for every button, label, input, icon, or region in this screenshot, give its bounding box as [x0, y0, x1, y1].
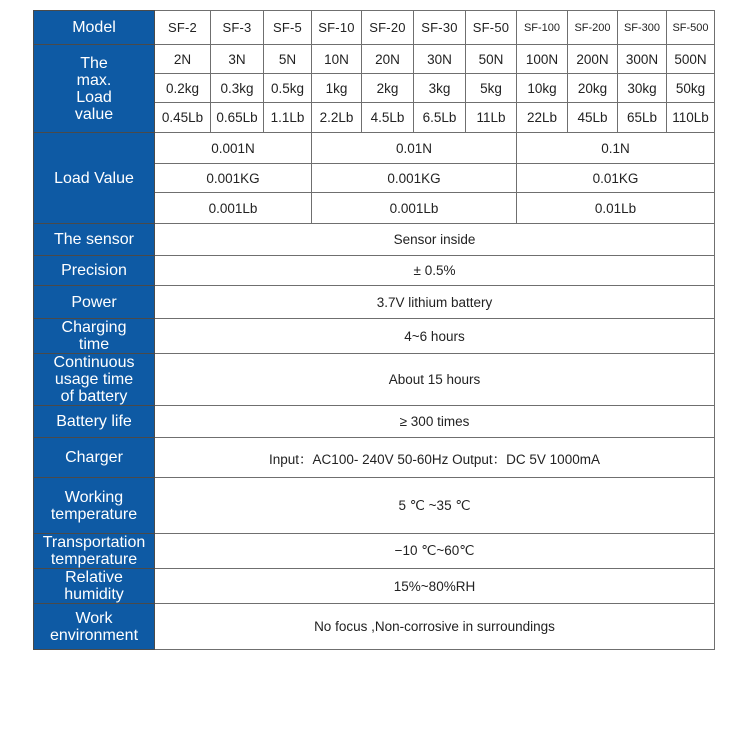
resolution-cell: 0.001Lb [155, 193, 312, 224]
max-load-cell: 6.5Lb [414, 103, 466, 133]
label-line: of battery [60, 388, 128, 405]
spec-row [34, 256, 715, 286]
resolution-cell: 0.001KG [312, 164, 517, 193]
spec-value: ≥ 300 times [155, 406, 715, 438]
max-load-cell: 5kg [466, 74, 517, 103]
model-name: SF-30 [414, 11, 466, 45]
spec-row [34, 319, 715, 354]
spec-value: Input：AC100- 240V 50-60Hz Output：DC 5V 1000mA [155, 438, 715, 478]
max-load-label [34, 45, 155, 133]
label-line: Load [76, 88, 112, 106]
resolution-cell: 0.01Lb [517, 193, 715, 224]
label-line: humidity [64, 586, 124, 603]
model-name: SF-2 [155, 11, 211, 45]
label-line: Charger [65, 449, 123, 466]
label-line: Battery life [56, 413, 132, 430]
spec-label [34, 478, 155, 534]
label-line: Power [71, 293, 117, 311]
resolution-cell: 0.001KG [155, 164, 312, 193]
max-load-cell: 1.1Lb [264, 103, 312, 133]
spec-value: 3.7V lithium battery [155, 286, 715, 319]
load-value-label: Load Value [34, 133, 155, 224]
resolution-cell: 0.01KG [517, 164, 715, 193]
spec-value: ± 0.5% [155, 256, 715, 286]
spec-value: 5 ℃ ~35 ℃ [155, 478, 715, 534]
max-load-cell: 3N [211, 45, 264, 74]
resolution-cell: 0.001Lb [312, 193, 517, 224]
model-name: SF-500 [667, 11, 715, 45]
spec-row [34, 224, 715, 256]
max-load-cell: 2kg [362, 74, 414, 103]
spec-value: About 15 hours [155, 354, 715, 406]
label-line: Working [64, 488, 124, 506]
spec-value: No focus ,Non-corrosive in surroundings [155, 604, 715, 650]
spec-row [34, 569, 715, 604]
max-load-cell: 11Lb [466, 103, 517, 133]
spec-label [34, 354, 155, 406]
max-load-cell: 10N [312, 45, 362, 74]
spec-table-body [34, 11, 715, 650]
spec-value: −10 ℃~60℃ [155, 534, 715, 569]
max-load-row [34, 45, 715, 74]
spec-label [34, 534, 155, 569]
label-line: temperature [50, 505, 138, 523]
max-load-cell: 45Lb [568, 103, 618, 133]
label-line: time [78, 336, 110, 353]
max-load-cell: 300N [618, 45, 667, 74]
max-load-cell: 0.45Lb [155, 103, 211, 133]
max-load-cell: 50N [466, 45, 517, 74]
max-load-cell: 30N [414, 45, 466, 74]
label-line: Continuous [53, 354, 135, 371]
max-load-cell: 0.3kg [211, 74, 264, 103]
spec-label [34, 286, 155, 319]
label-line: usage time [54, 371, 134, 388]
label-line: Transportation [42, 534, 146, 551]
spec-value: 4~6 hours [155, 319, 715, 354]
model-row [34, 11, 715, 45]
spec-label [34, 256, 155, 286]
resolution-cell: 0.001N [155, 133, 312, 164]
max-load-cell: 500N [667, 45, 715, 74]
max-load-cell: 0.5kg [264, 74, 312, 103]
max-load-cell: 2N [155, 45, 211, 74]
model-name: SF-300 [618, 11, 667, 45]
label-line: Work [75, 609, 113, 627]
spec-row [34, 406, 715, 438]
spec-row [34, 438, 715, 478]
max-load-cell: 200N [568, 45, 618, 74]
model-name: SF-200 [568, 11, 618, 45]
max-load-cell: 1kg [312, 74, 362, 103]
label-line: Charging [61, 319, 127, 336]
spec-label [34, 569, 155, 604]
model-name: SF-10 [312, 11, 362, 45]
label-line: The sensor [53, 231, 135, 248]
max-load-cell: 50kg [667, 74, 715, 103]
resolution-cell: 0.1N [517, 133, 715, 164]
model-name: SF-50 [466, 11, 517, 45]
max-load-cell: 10kg [517, 74, 568, 103]
label-line: The [80, 54, 108, 72]
model-name: SF-5 [264, 11, 312, 45]
spec-label [34, 319, 155, 354]
label-line: Precision [61, 262, 127, 279]
max-load-cell: 4.5Lb [362, 103, 414, 133]
label-line: temperature [50, 551, 138, 568]
spec-row [34, 534, 715, 569]
spec-row [34, 478, 715, 534]
spec-table [33, 10, 715, 650]
max-load-cell: 22Lb [517, 103, 568, 133]
max-load-cell: 0.2kg [155, 74, 211, 103]
spec-row [34, 604, 715, 650]
label-line: environment [49, 626, 139, 644]
resolution-cell: 0.01N [312, 133, 517, 164]
max-load-cell: 20N [362, 45, 414, 74]
model-name: SF-100 [517, 11, 568, 45]
max-load-cell: 65Lb [618, 103, 667, 133]
spec-value: Sensor inside [155, 224, 715, 256]
spec-label [34, 406, 155, 438]
max-load-cell: 110Lb [667, 103, 715, 133]
max-load-cell: 5N [264, 45, 312, 74]
spec-row [34, 354, 715, 406]
spec-label [34, 224, 155, 256]
max-load-cell: 100N [517, 45, 568, 74]
model-name: SF-20 [362, 11, 414, 45]
load-value-row [34, 133, 715, 164]
model-label: Model [34, 11, 155, 45]
spec-row [34, 286, 715, 319]
model-name: SF-3 [211, 11, 264, 45]
spec-value: 15%~80%RH [155, 569, 715, 604]
spec-label [34, 438, 155, 478]
max-load-cell: 30kg [618, 74, 667, 103]
label-line: value [74, 105, 114, 123]
max-load-cell: 2.2Lb [312, 103, 362, 133]
max-load-cell: 20kg [568, 74, 618, 103]
spec-label [34, 604, 155, 650]
max-load-cell: 3kg [414, 74, 466, 103]
label-line: Relative [65, 569, 123, 586]
max-load-cell: 0.65Lb [211, 103, 264, 133]
label-line: max. [76, 71, 112, 89]
